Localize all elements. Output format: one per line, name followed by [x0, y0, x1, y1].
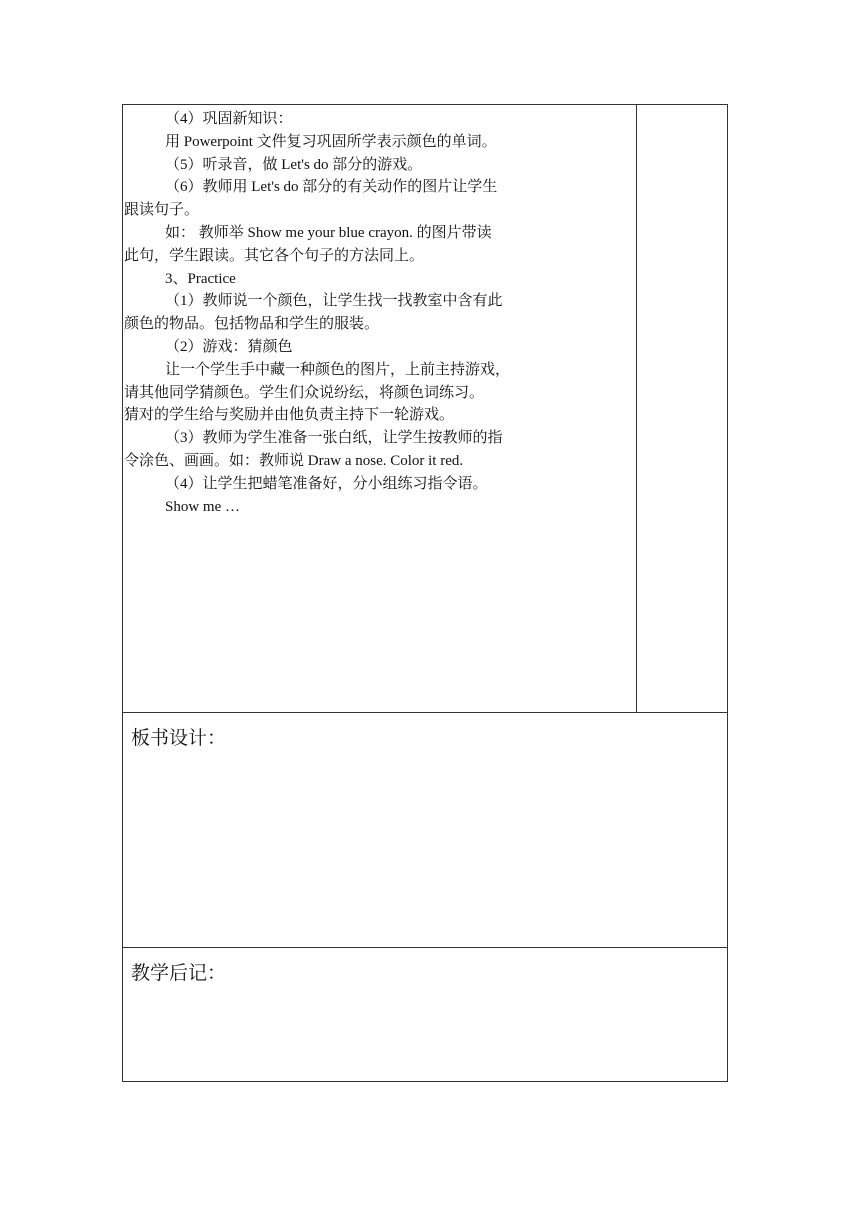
- procedure-line: 请其他同学猜颜色。学生们众说纷纭，将颜色词练习。: [124, 384, 485, 401]
- teaching-notes-row: [123, 948, 727, 1081]
- board-design-row: [123, 713, 727, 948]
- procedure-line: 如： 教师举 Show me your blue crayon. 的图片带读: [165, 224, 492, 241]
- procedure-line: 3、Practice: [165, 270, 236, 287]
- procedure-line: 颜色的物品。包括物品和学生的服装。: [124, 316, 380, 333]
- procedure-line: Show me …: [165, 498, 240, 515]
- procedure-line: （6）教师用 Let's do 部分的有关动作的图片让学生: [165, 179, 498, 196]
- procedure-row: [123, 105, 727, 713]
- procedure-line: 跟读句子。: [124, 202, 200, 219]
- procedure-line: （4）巩固新知识：: [165, 111, 293, 127]
- lesson-plan-table: [122, 104, 728, 1082]
- teaching-notes-label: 教学后记：: [131, 962, 227, 984]
- board-design-label: 板书设计：: [131, 727, 227, 749]
- procedure-line: 猜对的学生给与奖励并由他负责主持下一轮游戏。: [124, 407, 455, 424]
- procedure-lines: [123, 108, 633, 518]
- procedure-line: （2）游戏：猜颜色: [165, 338, 293, 355]
- procedure-line: （3）教师为学生准备一张白纸，让学生按教师的指: [165, 430, 503, 447]
- procedure-line: （5）听录音，做 Let's do 部分的游戏。: [165, 156, 423, 173]
- procedure-line: （1）教师说一个颜色，让学生找一找教室中含有此: [165, 293, 503, 310]
- procedure-line: （4）让学生把蜡笔准备好，分小组练习指令语。: [165, 475, 488, 492]
- procedure-line: 令涂色、画画。如：教师说 Draw a nose. Color it red.: [124, 452, 464, 469]
- procedure-line: 让一个学生手中藏一种颜色的图片，上前主持游戏，: [165, 361, 511, 378]
- procedure-notes-cell: [637, 105, 727, 712]
- procedure-content-cell: [123, 105, 637, 712]
- procedure-line: 用 Powerpoint 文件复习巩固所学表示颜色的单词。: [165, 133, 497, 150]
- procedure-line: 此句，学生跟读。其它各个句子的方法同上。: [124, 247, 425, 264]
